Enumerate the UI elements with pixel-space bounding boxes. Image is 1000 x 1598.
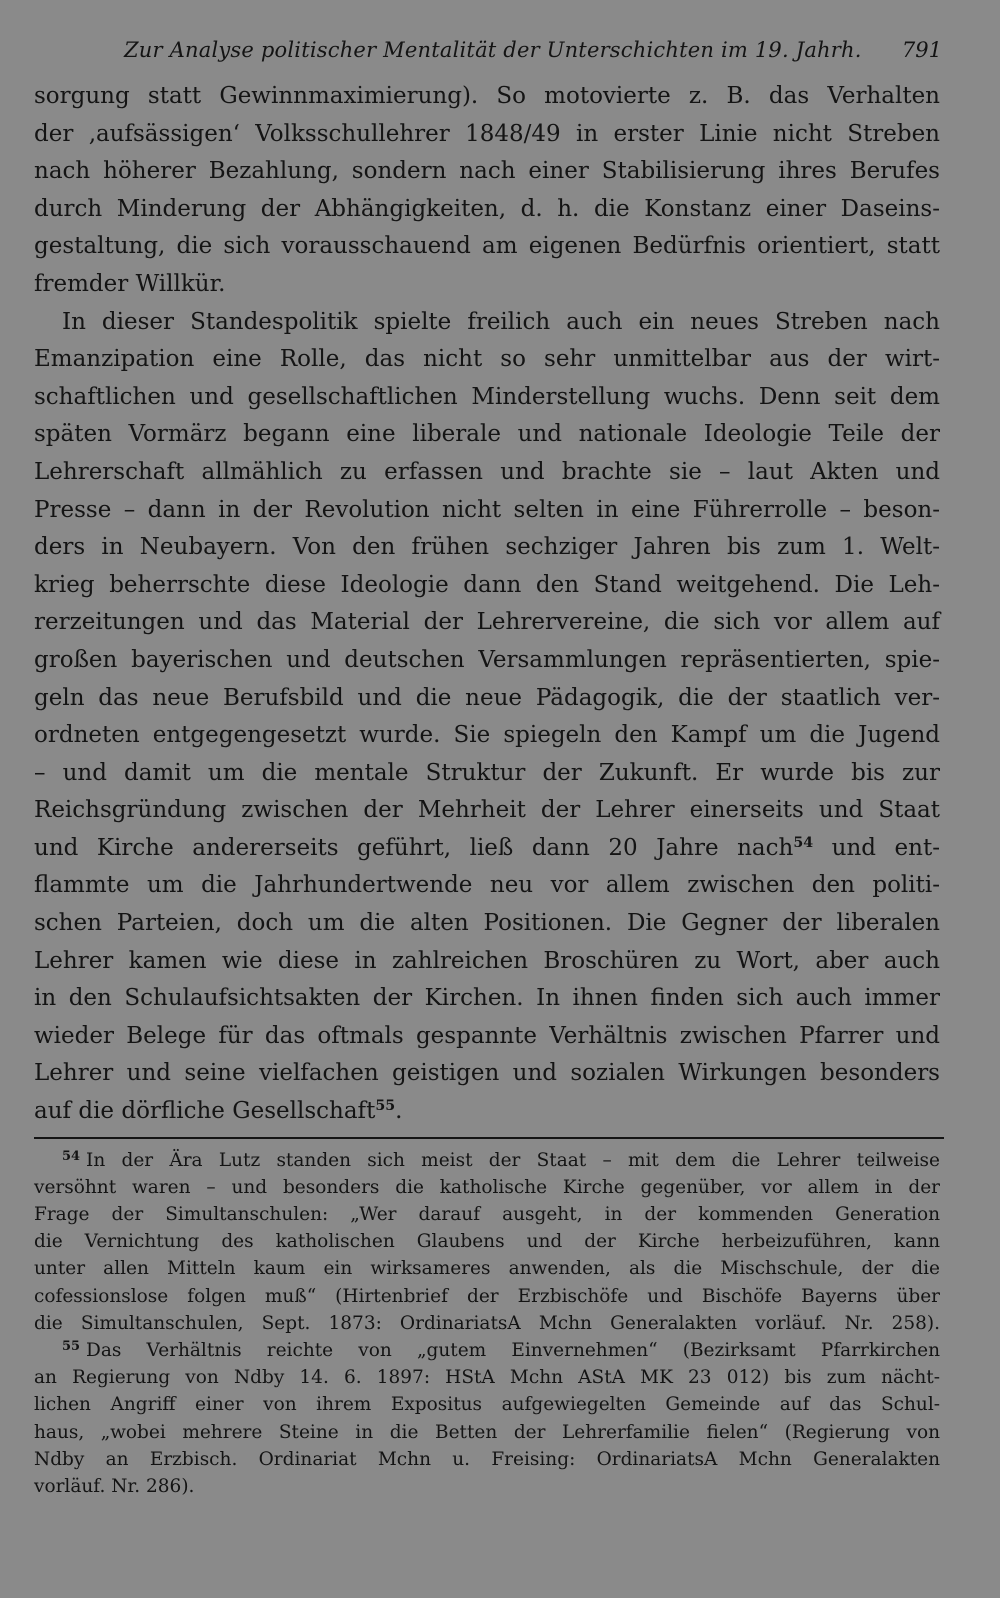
footnote-54 xyxy=(34,1147,940,1337)
page-number: 791 xyxy=(901,38,942,62)
text-line: ders in Neubayern. Von den frühen sechziger Jahren bis zum 1. Welt- xyxy=(34,534,940,561)
text-line: sorgung statt Gewinnmaximierung). So motovierte z. B. das Verhalten xyxy=(34,83,940,109)
text-segment: auf die dörfliche Gesellschaft xyxy=(34,1098,376,1125)
text-line: der ‚aufsässigen‘ Volksschullehrer 1848/49 in erster Linie nicht Streben xyxy=(34,120,940,147)
text-line: Lehrer kamen wie diese in zahlreichen Broschüren zu Wort, aber auch xyxy=(34,947,940,974)
running-head xyxy=(34,30,940,70)
text-line: großen bayerischen und deutschen Versammlungen repräsentierten, spie- xyxy=(34,646,940,673)
text-segment: In der Ära Lutz standen sich meist der Staat – mit dem die Lehrer teilweise xyxy=(86,1149,940,1171)
text-line: krieg beherrschte diese Ideologie dann den Stand weitgehend. Die Leh- xyxy=(34,571,940,598)
footnote-ref-54[interactable]: 54 xyxy=(793,835,814,852)
footnote-line: cofessionslose folgen muß“ (Hirtenbrief der Erzbischöfe und Bischöfe Bayerns über xyxy=(34,1285,940,1307)
footnotes xyxy=(34,1147,940,1501)
footnote-line: an Regierung von Ndby 14. 6. 1897: HStA Mchn AStA MK 23 012) bis zum nächt- xyxy=(34,1367,940,1389)
running-head-title: Zur Analyse politischer Mentalität der Unterschichten im 19. Jahrh. xyxy=(124,38,862,62)
footnote-55 xyxy=(34,1337,940,1500)
footnote-number: 55 xyxy=(62,1339,81,1355)
text-segment: und ent- xyxy=(813,834,941,861)
footnote-line: Frage der Simultanschulen: „Wer darauf ausgeht, in der kommenden Generation xyxy=(34,1204,940,1226)
footnote-line xyxy=(34,1337,940,1364)
footnote-line xyxy=(34,1147,940,1174)
text-line: schaftlichen und gesellschaftlichen Minderstellung wuchs. Denn seit dem xyxy=(34,383,940,410)
text-line: In dieser Standespolitik spielte freilich auch ein neues Streben nach xyxy=(62,308,940,335)
footnote-rule xyxy=(34,1137,944,1139)
footnote-line: unter allen Mitteln kaum ein wirksameres anwenden, als die Mischschule, der die xyxy=(34,1258,940,1280)
text-line: – und damit um die mentale Struktur der Zukunft. Er wurde bis zur xyxy=(34,759,940,786)
text-line: nach höherer Bezahlung, sondern nach einer Stabilisierung ihres Berufes xyxy=(34,158,940,185)
footnote-line: die Simultanschulen, Sept. 1873: OrdinariatsA Mchn Generalakten vorläuf. Nr. 258). xyxy=(34,1312,940,1334)
text-line: Lehrer und seine vielfachen geistigen und sozialen Wirkungen besonders xyxy=(34,1060,940,1087)
text-line xyxy=(34,1093,940,1131)
main-text xyxy=(34,78,940,1131)
text-segment: und Kirche andererseits geführt, ließ dann 20 Jahre nach xyxy=(34,834,794,861)
text-line: fremder Willkür. xyxy=(34,270,226,297)
text-line xyxy=(34,830,940,868)
text-segment: . xyxy=(395,1098,403,1125)
text-line: rerzeitungen und das Material der Lehrervereine, die sich vor allem auf xyxy=(34,609,940,636)
book-page xyxy=(34,30,940,1500)
text-line: gestaltung, die sich vorausschauend am eigenen Bedürfnis orientiert, statt xyxy=(34,233,940,260)
text-segment: Das Verhältnis reichte von „gutem Einvernehmen“ (Bezirksamt Pfarrkirchen xyxy=(86,1340,940,1362)
footnote-line: lichen Angriff einer von ihrem Expositus aufgewiegelten Gemeinde auf das Schul- xyxy=(34,1394,940,1416)
text-line: Lehrerschaft allmählich zu erfassen und brachte sie – laut Akten und xyxy=(34,458,940,485)
text-line: wieder Belege für das oftmals gespannte Verhältnis zwischen Pfarrer und xyxy=(34,1022,940,1049)
footnote-line: haus, „wobei mehrere Steine in die Betten der Lehrerfamilie fielen“ (Regierung von xyxy=(34,1421,940,1443)
text-line: Reichsgründung zwischen der Mehrheit der Lehrer einerseits und Staat xyxy=(34,797,940,824)
footnote-line: die Vernichtung des katholischen Glaubens und der Kirche herbeizuführen, kann xyxy=(34,1231,940,1253)
text-line: späten Vormärz begann eine liberale und nationale Ideologie Teile der xyxy=(34,421,940,448)
text-line: ordneten entgegengesetzt wurde. Sie spiegeln den Kampf um die Jugend xyxy=(34,722,940,749)
text-line: durch Minderung der Abhängigkeiten, d. h. die Konstanz einer Daseins- xyxy=(34,195,940,222)
text-line: schen Parteien, doch um die alten Positionen. Die Gegner der liberalen xyxy=(34,910,940,937)
footnote-line: versöhnt waren – und besonders die katholische Kirche gegenüber, vor allem in der xyxy=(34,1176,940,1198)
footnote-line: vorläuf. Nr. 286). xyxy=(34,1476,195,1498)
footnote-ref-55[interactable]: 55 xyxy=(375,1098,396,1115)
footnote-number: 54 xyxy=(62,1148,81,1164)
text-line: flammte um die Jahrhundertwende neu vor allem zwischen den politi- xyxy=(34,872,940,899)
text-line: in den Schulaufsichtsakten der Kirchen. In ihnen finden sich auch immer xyxy=(34,985,940,1012)
footnote-line: Ndby an Erzbisch. Ordinariat Mchn u. Freising: OrdinariatsA Mchn Generalakten xyxy=(34,1448,940,1470)
text-line: geln das neue Berufsbild und die neue Pädagogik, die der staatlich ver- xyxy=(34,684,940,711)
text-line: Presse – dann in der Revolution nicht selten in eine Führerrolle – beson- xyxy=(34,496,940,523)
text-line: Emanzipation eine Rolle, das nicht so sehr unmittelbar aus der wirt- xyxy=(34,346,940,373)
